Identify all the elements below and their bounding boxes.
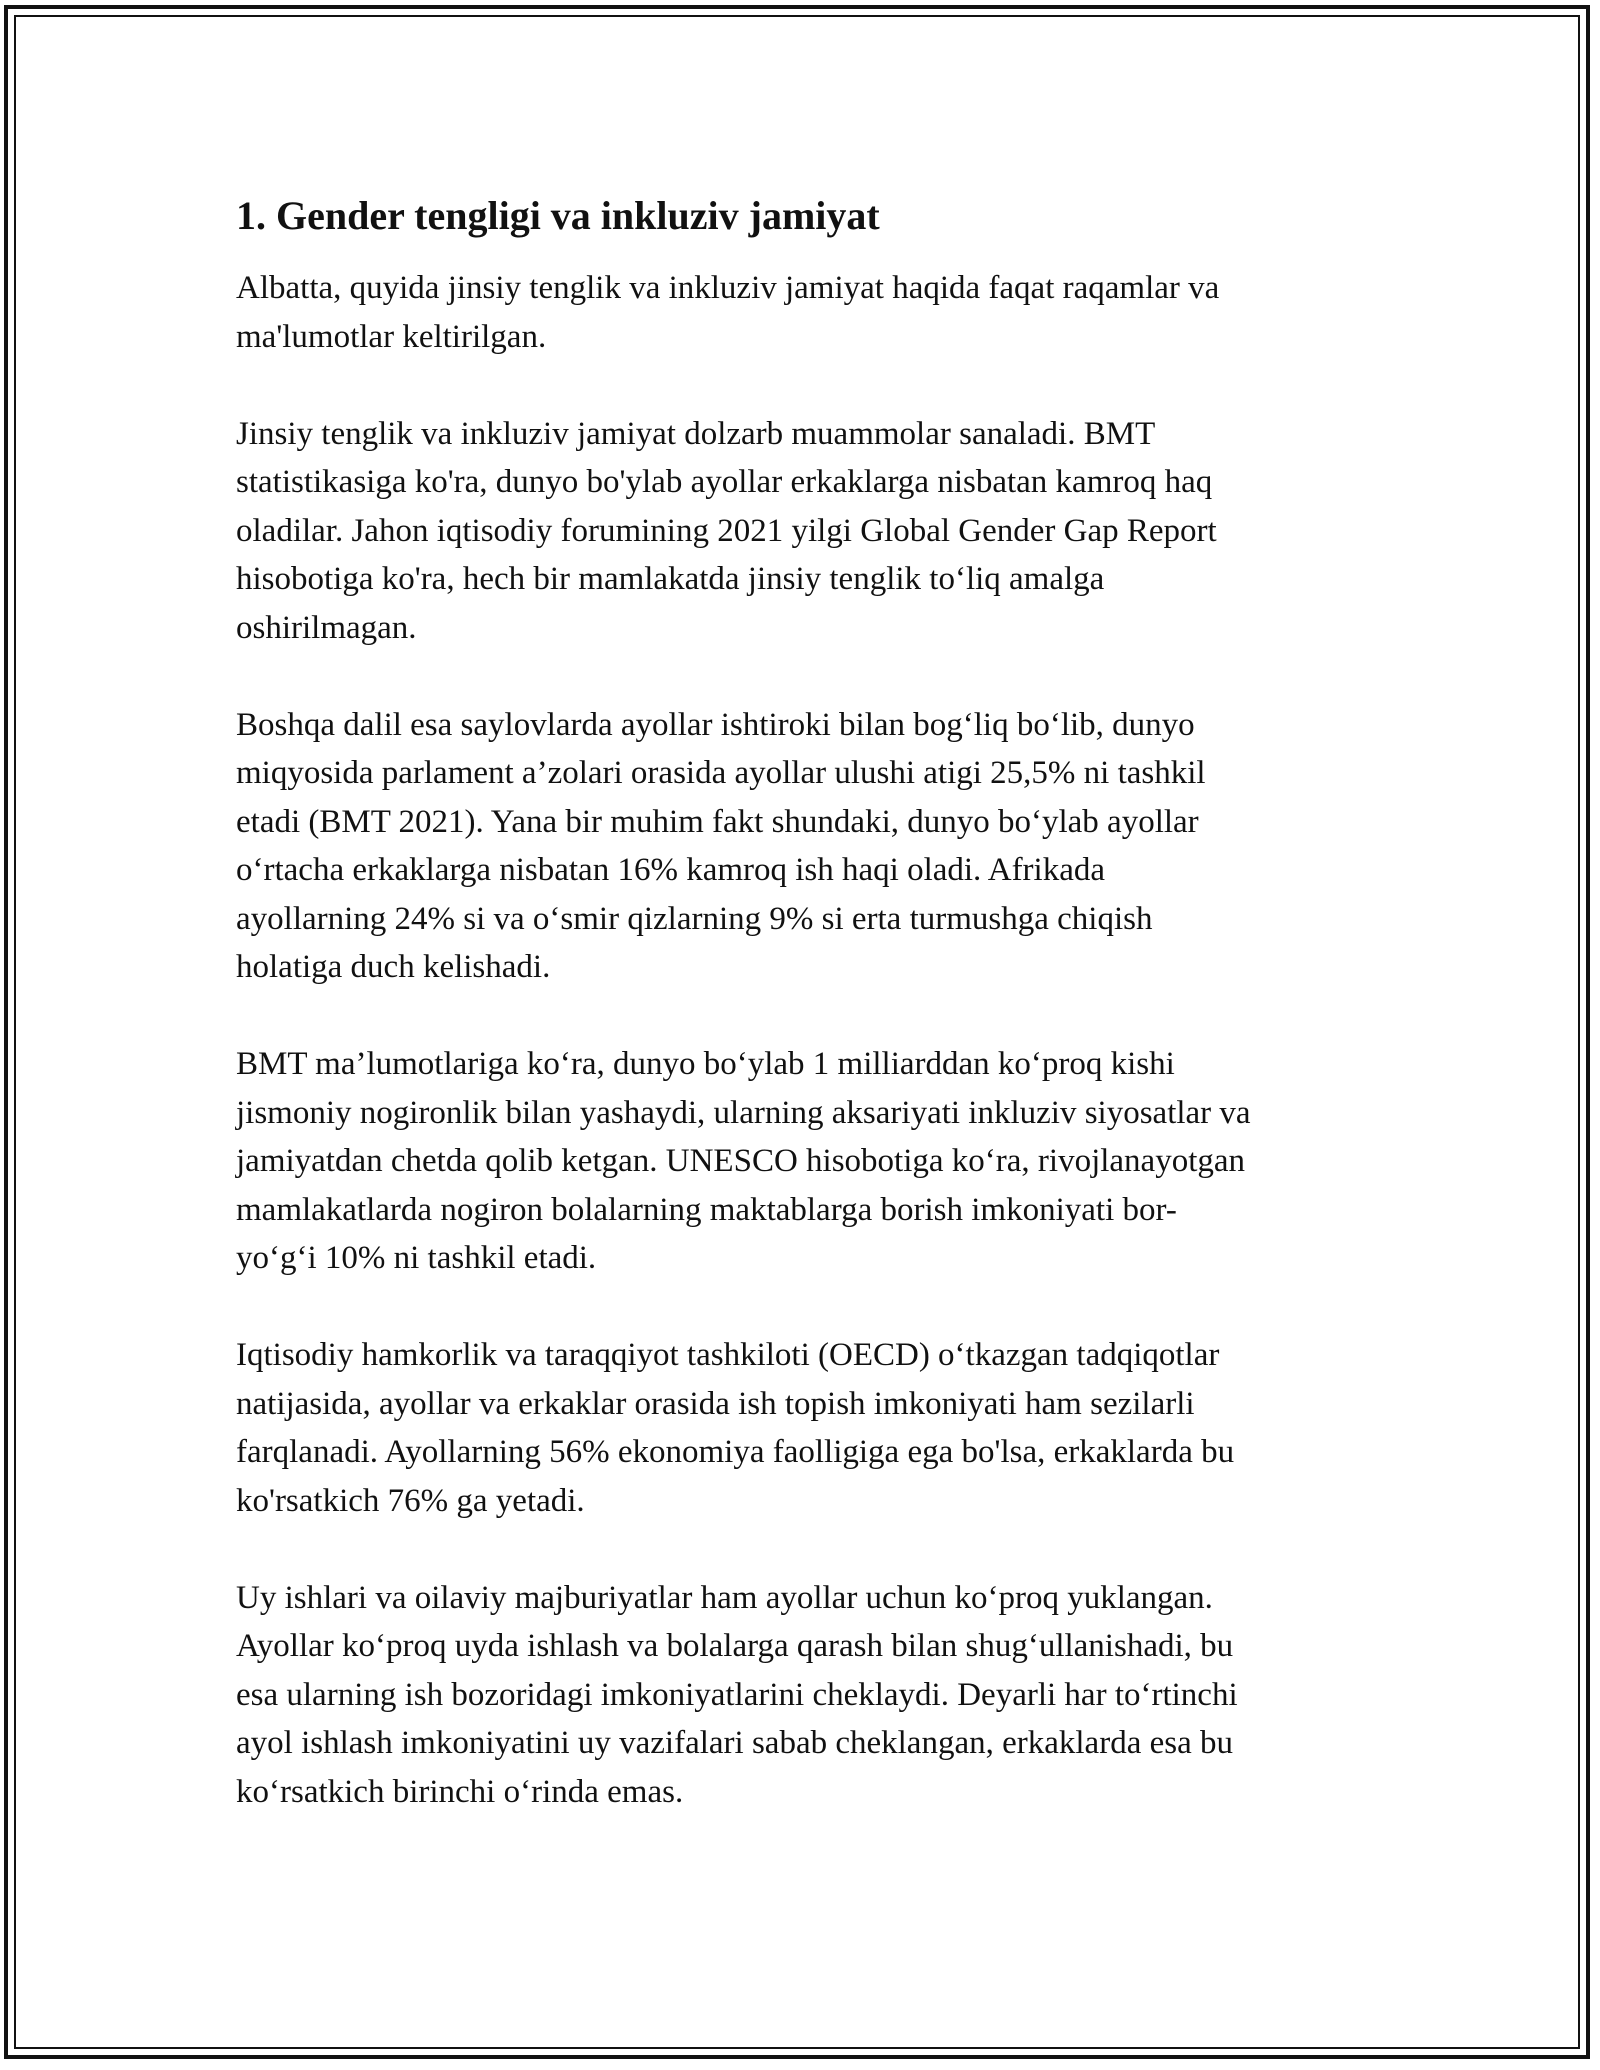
document-body	[236, 188, 1366, 1865]
section-heading: 1. Gender tengligi va inkluziv jamiyat	[236, 193, 880, 238]
paragraph-oecd-employment: Iqtisodiy hamkorlik va taraqqiyot tashkiloti (OECD) o‘tkazgan tadqiqotlar natijasida, ayollar va erkaklar orasida ish topish imkoniyati ham sezilarli farqlanadi. Ayollarning 56% ekonomiya faolligiga ega bo'lsa, erkaklarda bu ko'rsatkich 76% ga yetadi.	[236, 1337, 1235, 1519]
paragraph-intro: Albatta, quyida jinsiy tenglik va inkluziv jamiyat haqida faqat raqamlar va ma'lumotlar keltirilgan.	[236, 270, 1220, 355]
paragraph-household-duties: Uy ishlari va oilaviy majburiyatlar ham ayollar uchun ko‘proq yuklangan. Ayollar ko‘proq uyda ishlash va bolalarga qarash bilan shug‘ullanishadi, bu esa ularning ish bozoridagi imkoniyatlarini cheklaydi. Deyarli har to‘rtinchi ayol ishlash imkoniyatini uy vazifalari sabab cheklangan, erkaklarda esa bu ko‘rsatkich birinchi o‘rinda emas.	[236, 1579, 1238, 1810]
paragraph-disability: BMT ma’lumotlariga ko‘ra, dunyo bo‘ylab 1 milliarddan ko‘proq kishi jismoniy nogironlik bilan yashaydi, ularning aksariyati inkluziv siyosatlar va jamiyatdan chetda qolib ketgan. UNESCO hisobotiga ko‘ra, rivojlanayotgan mamlakatlarda nogiron bolalarning maktablarga borish imkoniyati bor- yo‘g‘i 10% ni tashkil etadi.	[236, 1046, 1251, 1276]
paragraph-gender-equality: Jinsiy tenglik va inkluziv jamiyat dolzarb muammolar sanaladi. BMT statistikasiga ko'ra, dunyo bo'ylab ayollar erkaklarga nisbatan kamroq haq oladilar. Jahon iqtisodiy forumining 2021 yilgi Global Gender Gap Report hisobotiga ko'ra, hech bir mamlakatda jinsiy tenglik to‘liq amalga oshirilmagan.	[236, 415, 1217, 646]
paragraph-women-parliament: Boshqa dalil esa saylovlarda ayollar ishtiroki bilan bog‘liq bo‘lib, dunyo miqyosida parlament a’zolari orasida ayollar ulushi atigi 25,5% ni tashkil etadi (BMT 2021). Yana bir muhim fakt shundaki, dunyo bo‘ylab ayollar o‘rtacha erkaklarga nisbatan 16% kamroq ish haqi oladi. Afrikada ayollarning 24% si va o‘smir qizlarning 9% si erta turmushga chiqish holatiga duch kelishadi.	[236, 706, 1206, 985]
